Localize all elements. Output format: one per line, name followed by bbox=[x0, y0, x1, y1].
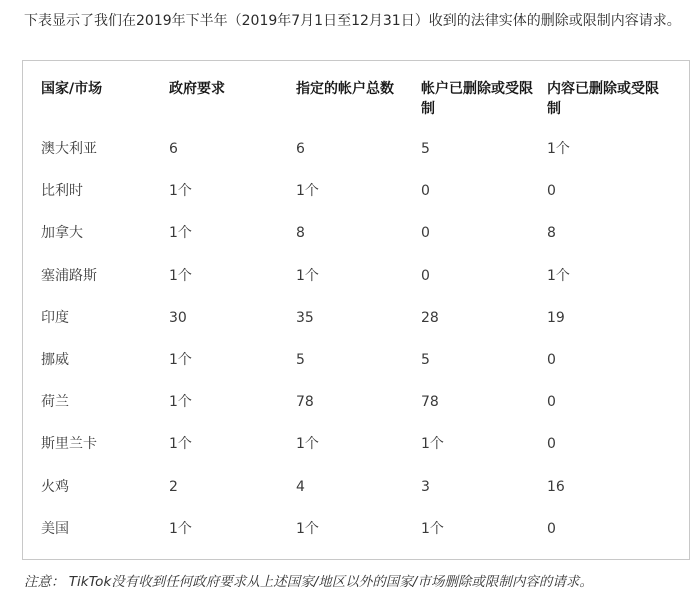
row-country-cell: 比利时 bbox=[41, 183, 83, 200]
table-cell: 6 bbox=[169, 141, 178, 157]
table-cell: 16 bbox=[547, 478, 565, 495]
row-country-cell: 挪威 bbox=[41, 352, 69, 368]
table-cell: 78 bbox=[421, 394, 439, 411]
table-cell: 8 bbox=[296, 225, 305, 242]
column-header: 国家/市场 bbox=[41, 81, 103, 97]
table-cell: 3 bbox=[421, 478, 430, 495]
table-cell: 8 bbox=[547, 225, 556, 242]
column-header: 内容已删除或受限制 bbox=[547, 81, 659, 117]
column-header: 指定的帐户总数 bbox=[296, 81, 394, 97]
table-cell: 1个 bbox=[169, 183, 192, 200]
row-country-cell: 火鸡 bbox=[41, 478, 69, 495]
table-cell: 1个 bbox=[169, 436, 192, 453]
table-cell: 0 bbox=[547, 183, 556, 200]
table-cell: 0 bbox=[547, 520, 556, 537]
row-country-cell: 斯里兰卡 bbox=[41, 436, 97, 453]
row-country-cell: 印度 bbox=[41, 309, 69, 326]
table-cell: 1个 bbox=[296, 436, 319, 453]
column-header: 帐户已删除或受限制 bbox=[421, 81, 533, 117]
row-country-cell: 加拿大 bbox=[41, 225, 83, 242]
table-cell: 0 bbox=[547, 352, 556, 368]
table-cell: 5 bbox=[421, 141, 430, 157]
table-cell: 0 bbox=[547, 436, 556, 453]
row-country-cell: 澳大利亚 bbox=[41, 141, 97, 157]
row-country-cell: 塞浦路斯 bbox=[41, 267, 97, 284]
table-cell: 1个 bbox=[547, 267, 570, 284]
table-cell: 19 bbox=[547, 309, 565, 326]
table-cell: 1个 bbox=[169, 225, 192, 242]
table-cell: 1个 bbox=[296, 183, 319, 200]
row-country-cell: 荷兰 bbox=[41, 394, 69, 411]
table-cell: 4 bbox=[296, 478, 305, 495]
table-cell: 30 bbox=[169, 309, 187, 326]
table-cell: 5 bbox=[296, 352, 305, 368]
table-cell: 1个 bbox=[169, 394, 192, 411]
table-cell: 1个 bbox=[296, 267, 319, 284]
intro-text: 下表显示了我们在2019年下半年（2019年7月1日至12月31日）收到的法律实体的删除或限制内容请求。 bbox=[24, 13, 681, 29]
table-cell: 78 bbox=[296, 394, 314, 411]
table-cell: 1个 bbox=[169, 352, 192, 368]
table-cell: 0 bbox=[421, 267, 430, 284]
table-cell: 35 bbox=[296, 309, 314, 326]
table-cell: 6 bbox=[296, 141, 305, 157]
table-cell: 2 bbox=[169, 478, 178, 495]
table-cell: 0 bbox=[421, 183, 430, 200]
table-cell: 1个 bbox=[421, 520, 444, 537]
table-cell: 0 bbox=[421, 225, 430, 242]
row-country-cell: 美国 bbox=[41, 520, 69, 537]
table-cell: 1个 bbox=[421, 436, 444, 453]
table-cell: 5 bbox=[421, 352, 430, 368]
footnote: 注意： TikTok没有收到任何政府要求从上述国家/地区以外的国家/市场删除或限制内容的请求。 bbox=[24, 574, 593, 590]
requests-table bbox=[22, 60, 690, 560]
table-cell: 1个 bbox=[547, 141, 570, 157]
table-cell: 1个 bbox=[169, 267, 192, 284]
table-cell: 28 bbox=[421, 309, 439, 326]
table-cell: 1个 bbox=[169, 520, 192, 537]
table-cell: 1个 bbox=[296, 520, 319, 537]
table-cell: 0 bbox=[547, 394, 556, 411]
column-header: 政府要求 bbox=[169, 81, 225, 97]
